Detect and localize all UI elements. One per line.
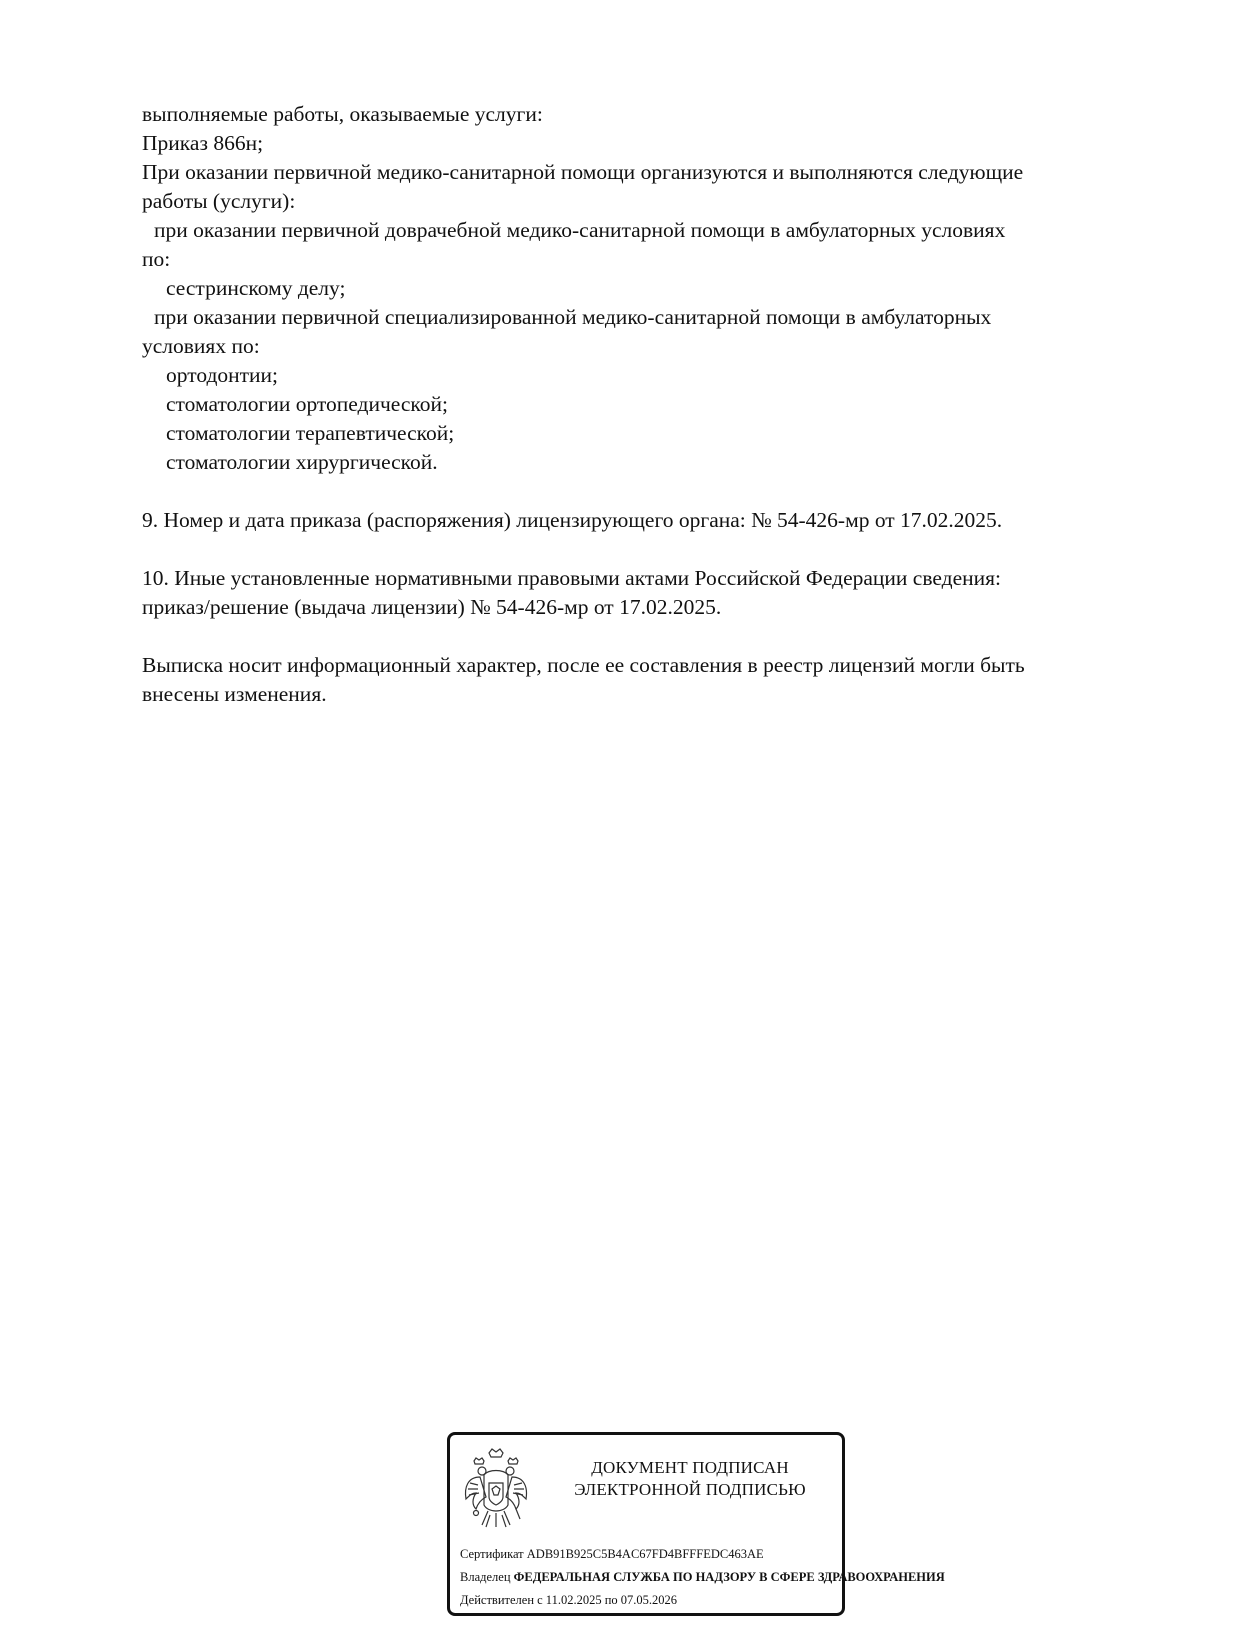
- text-line: работы (услуги):: [142, 189, 296, 213]
- stamp-title-line: ЭЛЕКТРОННОЙ ПОДПИСЬЮ: [574, 1480, 806, 1499]
- certificate-label: Сертификат: [460, 1547, 524, 1561]
- list-item: стоматологии ортопедической;: [166, 392, 449, 416]
- owner-value: ФЕДЕРАЛЬНАЯ СЛУЖБА ПО НАДЗОРУ В СФЕРЕ ЗДРАВООХРАНЕНИЯ: [513, 1570, 945, 1584]
- signature-stamp: [447, 1432, 945, 1616]
- text-line: При оказании первичной медико-санитарной помощи организуются и выполняются следующие: [142, 160, 1024, 184]
- item-9: 9. Номер и дата приказа (распоряжения) лицензирующего органа: № 54-426-мр от 17.02.2025.: [142, 508, 1003, 532]
- list-item: сестринскому делу;: [166, 276, 346, 300]
- note-line: внесены изменения.: [142, 682, 327, 706]
- list-item: ортодонтии;: [166, 363, 279, 387]
- text-line: по:: [142, 247, 171, 271]
- text-line: при оказании первичной доврачебной медико-санитарной помощи в амбулаторных условиях: [154, 218, 1006, 242]
- owner-row: [460, 1566, 945, 1589]
- stamp-info: [460, 1543, 945, 1612]
- note-line: Выписка носит информационный характер, после ее составления в реестр лицензий могли быть: [142, 653, 1025, 677]
- text-line: при оказании первичной специализированной медико-санитарной помощи в амбулаторных: [154, 305, 992, 329]
- list-item: стоматологии хирургической.: [166, 450, 438, 474]
- stamp-title: [540, 1457, 840, 1501]
- item-10-line: 10. Иные установленные нормативными правовыми актами Российской Федерации сведения:: [142, 566, 1001, 590]
- owner-label: Владелец: [460, 1570, 511, 1584]
- text-line: условиях по:: [142, 334, 260, 358]
- certificate-value: ADB91B925C5B4AC67FD4BFFFEDC463AE: [526, 1547, 764, 1561]
- certificate-row: [460, 1543, 945, 1566]
- list-item: стоматологии терапевтической;: [166, 421, 455, 445]
- text-line: выполняемые работы, оказываемые услуги:: [142, 102, 543, 126]
- text-line: Приказ 866н;: [142, 131, 264, 155]
- coat-of-arms-icon: [462, 1447, 530, 1531]
- validity-row: Действителен с 11.02.2025 по 07.05.2026: [460, 1593, 678, 1607]
- item-10-line: приказ/решение (выдача лицензии) № 54-426-мр от 17.02.2025.: [142, 595, 722, 619]
- stamp-title-line: ДОКУМЕНТ ПОДПИСАН: [591, 1458, 789, 1477]
- document-body: [142, 100, 1142, 709]
